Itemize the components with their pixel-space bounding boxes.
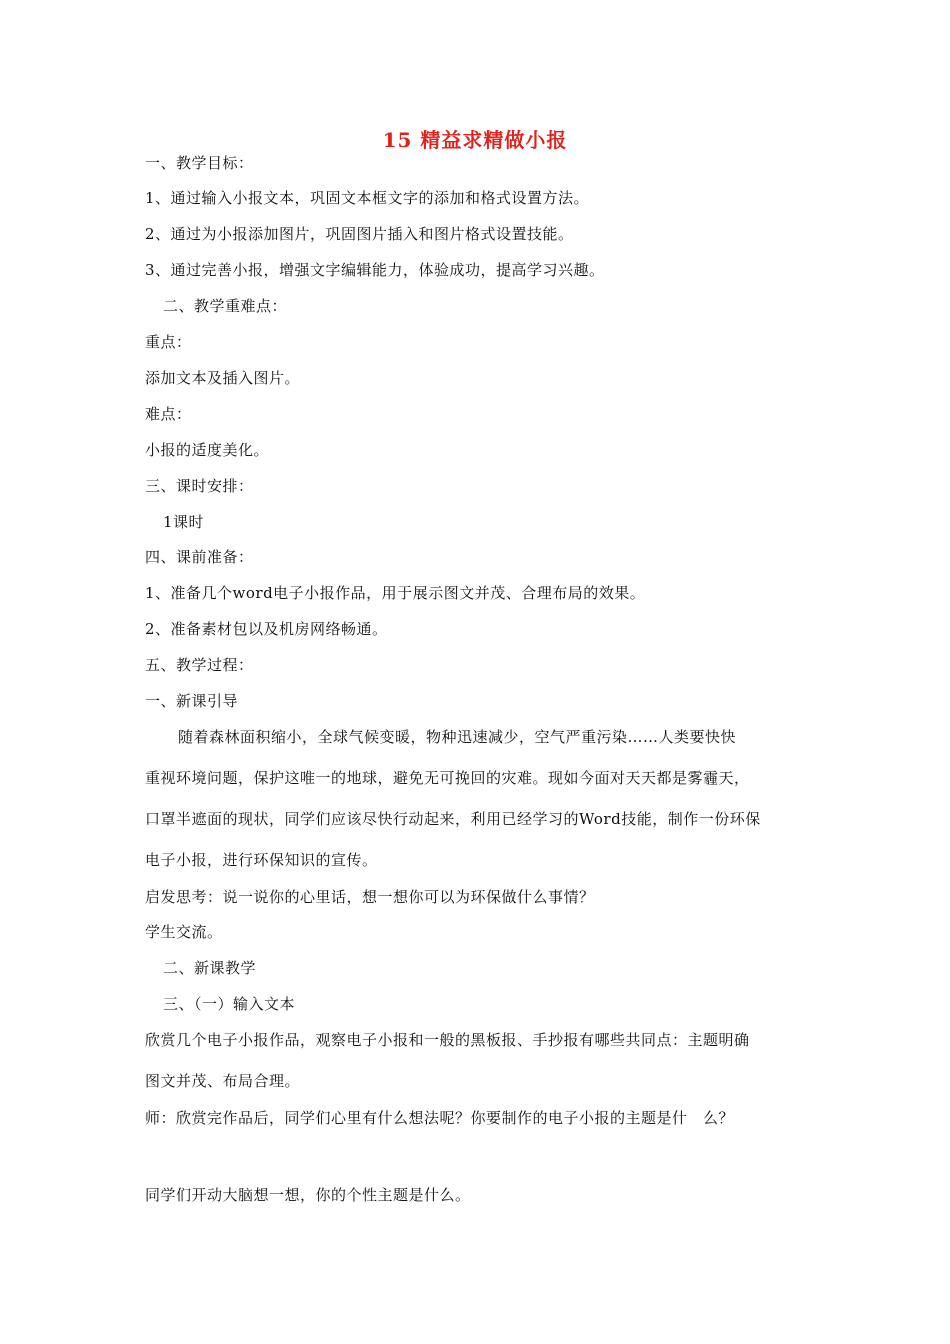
objective-item: 3、通过完善小报，增强文字编辑能力，体验成功，提高学习兴趣。 — [145, 261, 605, 279]
section-heading-preparation: 四、课前准备： — [145, 548, 254, 566]
paragraph-line: 同学们开动大脑想一想，你的个性主题是什么。 — [145, 1186, 471, 1204]
section-heading-schedule: 三、课时安排： — [145, 477, 254, 495]
paragraph-line: 学生交流。 — [145, 923, 223, 941]
paragraph-line: 启发思考：说一说你的心里话，想一想你可以为环保做什么事情？ — [145, 888, 595, 906]
paragraph-line: 添加文本及插入图片。 — [145, 369, 301, 387]
preparation-item: 1、准备几个word电子小报作品，用于展示图文并茂、合理布局的效果。 — [145, 584, 646, 602]
section-heading-process: 五、教学过程： — [145, 656, 254, 674]
paragraph-line: 小报的适度美化。 — [145, 441, 270, 459]
subsection-heading: 三、（一）输入文本 — [163, 995, 296, 1013]
section-heading-key-points: 二、教学重难点： — [163, 297, 288, 315]
preparation-item: 2、准备素材包以及机房网络畅通。 — [145, 620, 388, 638]
objective-item: 1、通过输入小报文本，巩固文本框文字的添加和格式设置方法。 — [145, 189, 590, 207]
objective-item: 2、通过为小报添加图片，巩固图片插入和图片格式设置技能。 — [145, 225, 574, 243]
paragraph-line: 口罩半遮面的现状，同学们应该尽快行动起来，利用已经学习的Word技能，制作一份环保 — [145, 810, 761, 828]
paragraph-line: 1课时 — [163, 513, 205, 531]
subsection-heading: 一、新课引导 — [145, 692, 239, 710]
section-heading-objectives: 一、教学目标： — [145, 154, 254, 172]
paragraph-line: 重视环境问题，保护这唯一的地球，避免无可挽回的灾难。现如今面对天天都是雾霾天， — [145, 769, 750, 787]
paragraph-line: 难点： — [145, 405, 192, 423]
paragraph-line: 电子小报，进行环保知识的宣传。 — [145, 851, 378, 869]
paragraph-line: 随着森林面积缩小，全球气候变暖，物种迅速减少，空气严重污染……人类要快快 — [178, 728, 737, 746]
paragraph-line: 图文并茂、布局合理。 — [145, 1072, 301, 1090]
paragraph-line: 师：欣赏完作品后，同学们心里有什么想法呢？你要制作的电子小报的主题是什 么？ — [145, 1109, 735, 1127]
document-title: 15 精益求精做小报 — [382, 128, 568, 152]
paragraph-line: 欣赏几个电子小报作品，观察电子小报和一般的黑板报、手抄报有哪些共同点：主题明确 — [145, 1031, 750, 1049]
paragraph-line: 重点： — [145, 333, 192, 351]
subsection-heading: 二、新课教学 — [163, 959, 257, 977]
